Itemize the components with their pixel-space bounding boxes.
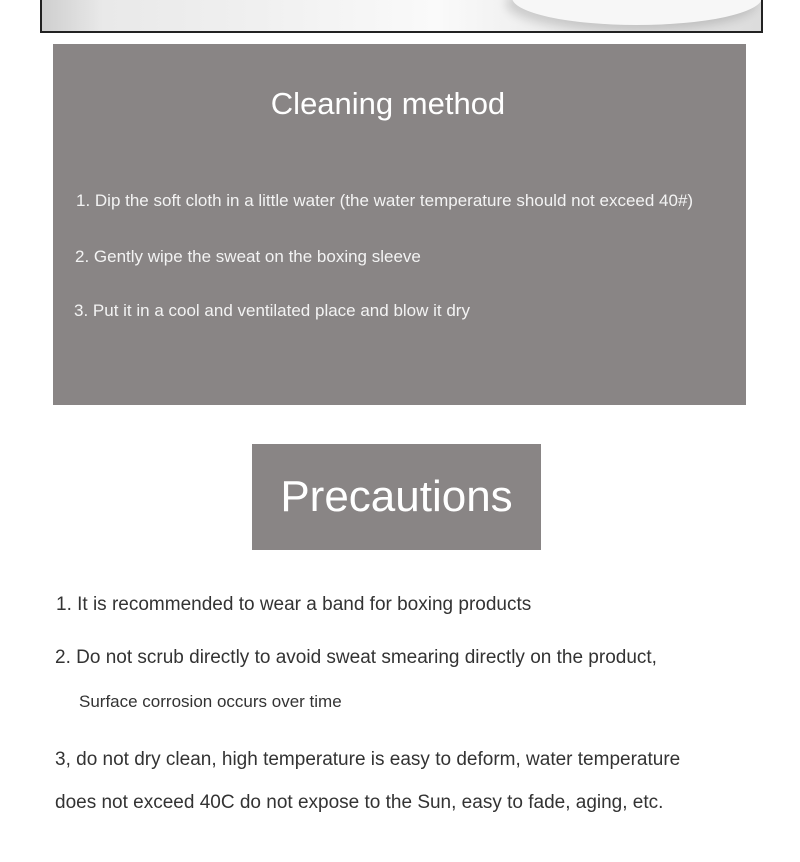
precaution-line-2-continued: Surface corrosion occurs over time bbox=[79, 692, 342, 711]
precaution-line-1: 1. It is recommended to wear a band for boxing products bbox=[56, 594, 532, 615]
cleaning-step-2: 2. Gently wipe the sweat on the boxing sleeve bbox=[75, 247, 421, 266]
precautions-header-box bbox=[252, 444, 541, 550]
product-shape bbox=[512, 0, 762, 25]
precaution-line-2: 2. Do not scrub directly to avoid sweat smearing directly on the product, bbox=[55, 647, 657, 668]
cleaning-step-1: 1. Dip the soft cloth in a little water (the water temperature should not exceed 40#) bbox=[76, 191, 694, 210]
cleaning-title-wrap bbox=[53, 86, 723, 122]
precautions-title: Precautions bbox=[280, 472, 513, 521]
product-photo-strip bbox=[40, 0, 763, 33]
precaution-line-3: 3, do not dry clean, high temperature is easy to deform, water temperature bbox=[55, 749, 681, 770]
precaution-line-3-continued: does not exceed 40C do not expose to the Sun, easy to fade, aging, etc. bbox=[55, 792, 664, 813]
cleaning-method-title: Cleaning method bbox=[270, 86, 506, 121]
cleaning-step-3: 3. Put it in a cool and ventilated place and blow it dry bbox=[74, 301, 470, 320]
photo-shadow bbox=[42, 0, 102, 31]
